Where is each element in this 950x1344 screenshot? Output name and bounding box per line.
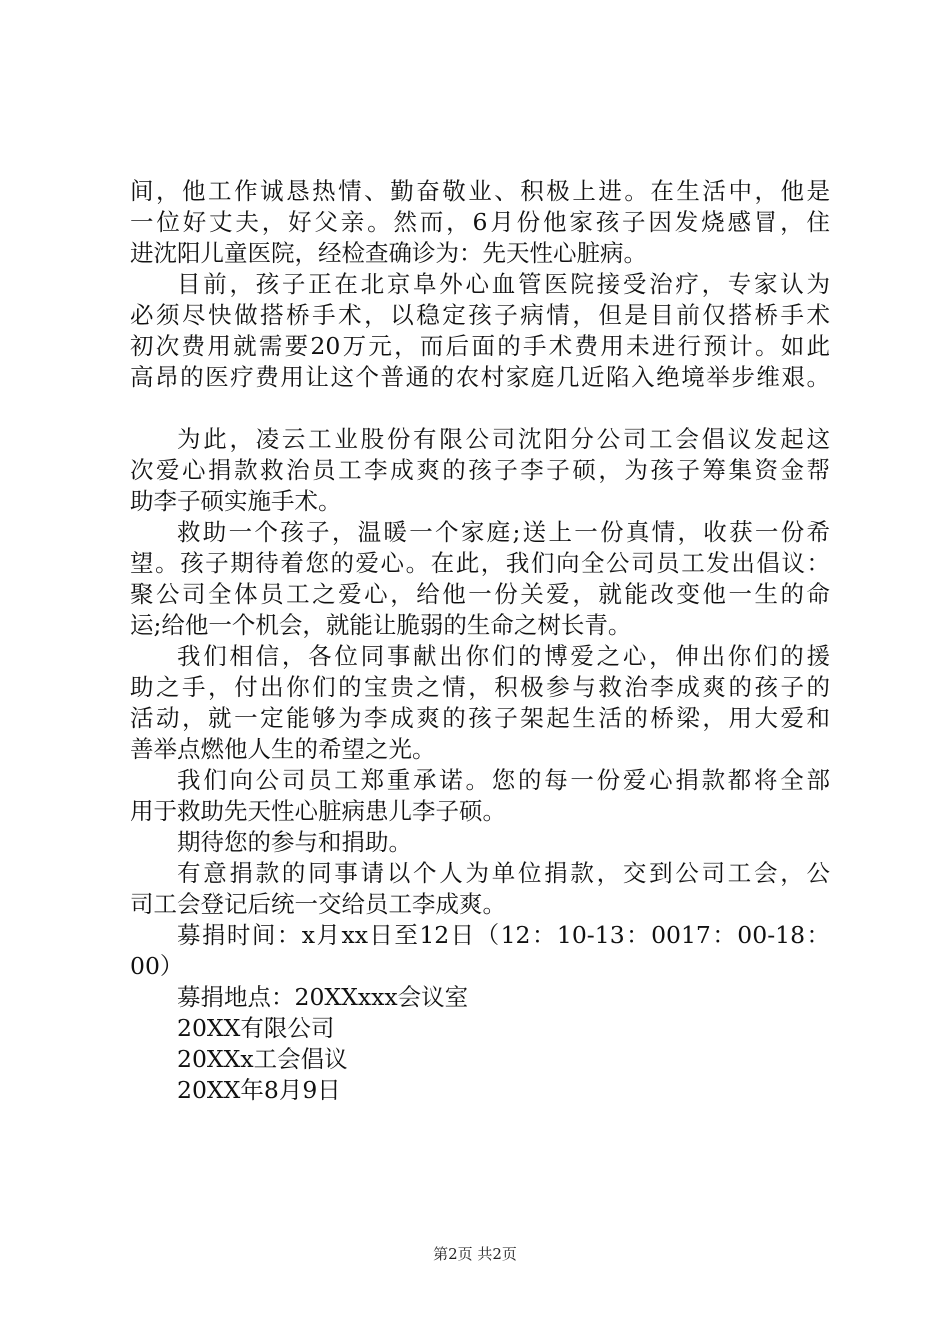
text-line: 有意捐款的同事请以个人为单位捐款，交到公司工会，公	[177, 859, 830, 887]
text-line: 募捐地点：20XXxxx会议室	[177, 983, 469, 1011]
text-line: 为此，凌云工业股份有限公司沈阳分公司工会倡议发起这	[177, 425, 830, 453]
text-line: 我们向公司员工郑重承诺。您的每一份爱心捐款都将全部	[177, 766, 830, 794]
text-line: 必须尽快做搭桥手术，以稳定孩子病情，但是目前仅搭桥手术	[130, 301, 830, 329]
text-line: 活动，就一定能够为李成爽的孩子架起生活的桥梁，用大爱和	[130, 704, 830, 732]
paragraph-gap	[130, 393, 830, 424]
text-line: 初次费用就需要20万元，而后面的手术费用未进行预计。如此	[130, 332, 830, 360]
text-line: 间，他工作诚恳热情、勤奋敬业、积极上进。在生活中，他是	[130, 177, 830, 205]
text-line: 一位好丈夫，好父亲。然而，6月份他家孩子因发烧感冒，住	[130, 208, 830, 236]
text-line: 00）	[130, 952, 184, 980]
text-line: 救助一个孩子，温暖一个家庭;送上一份真情，收获一份希	[177, 518, 830, 546]
text-line: 次爱心捐款救治员工李成爽的孩子李子硕，为孩子筹集资金帮	[130, 456, 830, 484]
text-line: 高昂的医疗费用让这个普通的农村家庭几近陷入绝境举步维艰。	[130, 363, 830, 391]
text-line: 助之手，付出你们的宝贵之情，积极参与救治李成爽的孩子的	[130, 673, 830, 701]
text-line: 用于救助先天性心脏病患儿李子硕。	[130, 797, 506, 825]
text-line: 助李子硕实施手术。	[130, 487, 342, 515]
text-line: 募捐时间：x月xx日至12日（12：10-13：0017：00-18：	[177, 921, 830, 949]
text-line: 目前，孩子正在北京阜外心血管医院接受治疗，专家认为	[177, 270, 830, 298]
text-line: 20XXx工会倡议	[177, 1045, 348, 1073]
text-line: 进沈阳儿童医院，经检查确诊为：先天性心脏病。	[130, 239, 647, 267]
page-footer: 第2页 共2页	[433, 1245, 517, 1263]
text-line: 聚公司全体员工之爱心，给他一份关爱，就能改变他一生的命	[130, 580, 830, 608]
text-line: 期待您的参与和捐助。	[177, 828, 412, 856]
text-line: 望。孩子期待着您的爱心。在此，我们向全公司员工发出倡议：	[130, 549, 830, 577]
text-line: 司工会登记后统一交给员工李成爽。	[130, 890, 506, 918]
text-line: 运;给他一个机会，就能让脆弱的生命之树长青。	[130, 611, 632, 639]
document-body	[130, 176, 830, 1106]
text-line: 我们相信，各位同事献出你们的博爱之心，伸出你们的援	[177, 642, 830, 670]
text-line: 20XX年8月9日	[177, 1076, 341, 1104]
text-line: 20XX有限公司	[177, 1014, 335, 1042]
text-line: 善举点燃他人生的希望之光。	[130, 735, 436, 763]
